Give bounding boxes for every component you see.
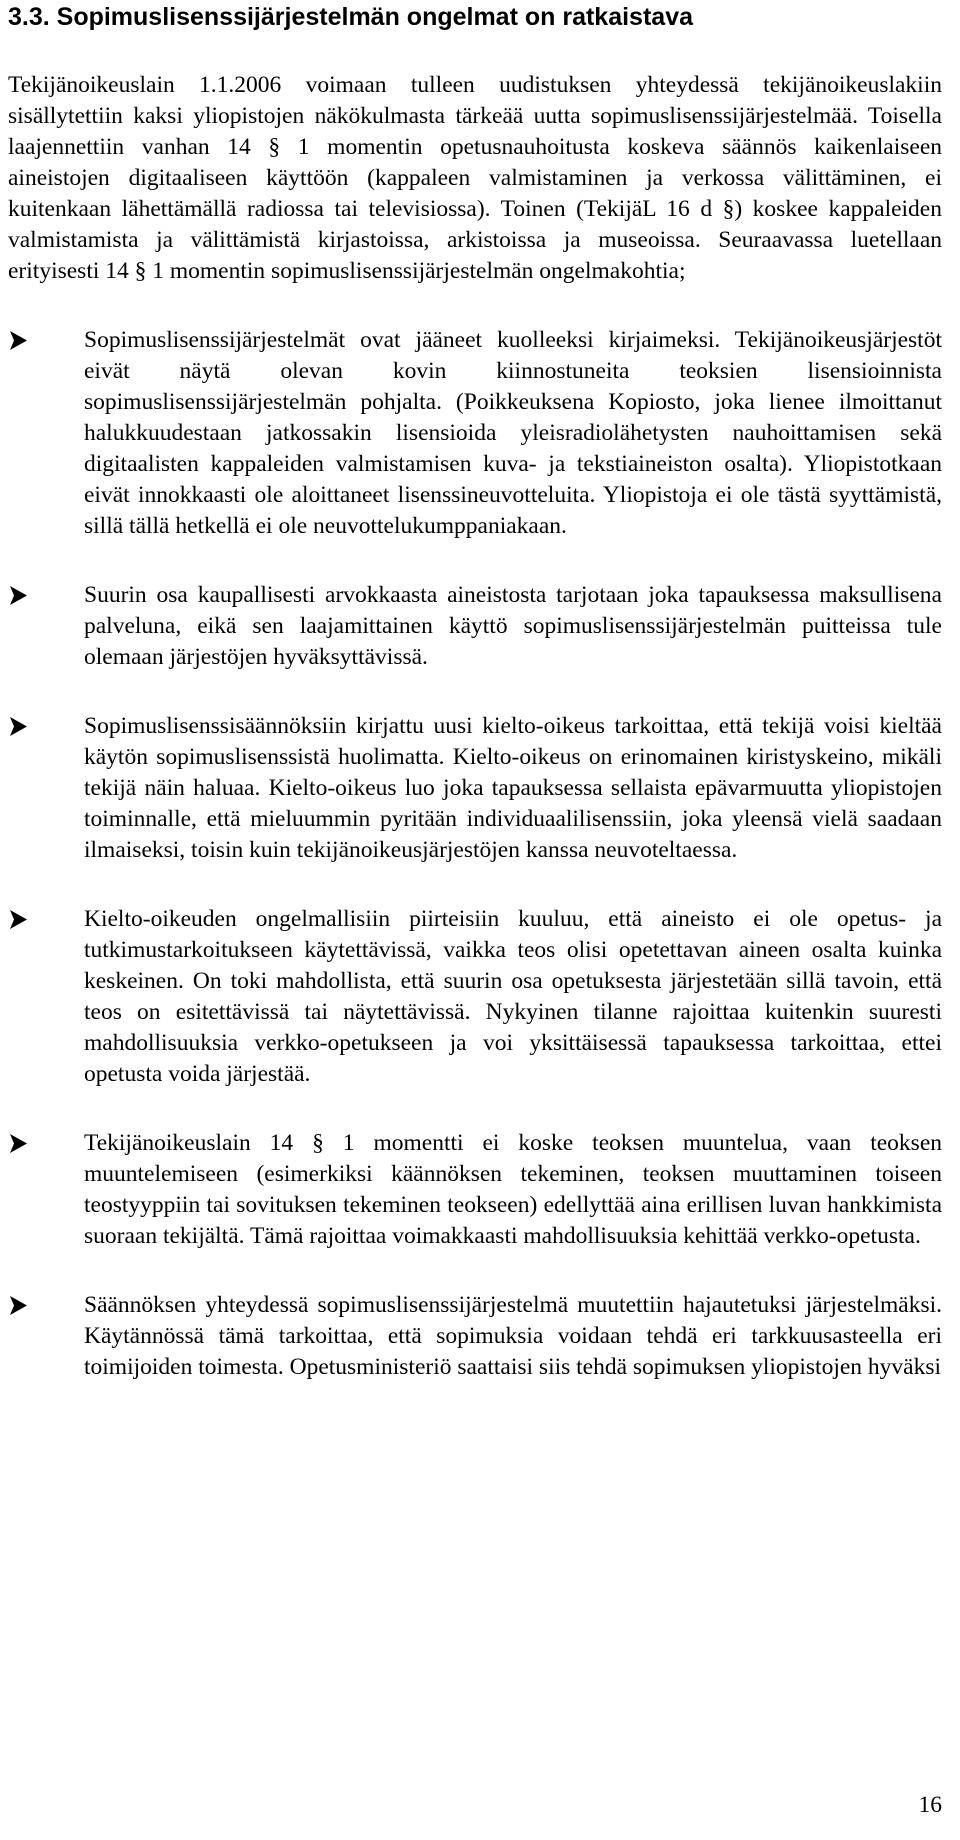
list-item <box>8 711 952 866</box>
arrowhead-bullet-icon <box>8 580 84 611</box>
section-heading: 3.3. Sopimuslisenssijärjestelmän ongelmat on ratkaistava <box>8 3 693 31</box>
arrowhead-bullet-icon <box>8 904 84 935</box>
list-item <box>8 580 952 673</box>
arrowhead-bullet-icon <box>8 1290 84 1321</box>
arrowhead-bullet-icon <box>8 325 84 356</box>
bullet-text: Tekijänoikeuslain 14 § 1 momentti ei koske teoksen muuntelua, vaan teoksen muuntelemiseen (esimerkiksi käännöksen tekeminen, teoksen muuttaminen toiseen teostyyppiin tai sovituksen tekeminen teokseen) edellyttää aina erillisen luvan hankkimista suoraan tekijältä. Tämä rajoittaa voimakkaasti mahdollisuuksia kehittää verkko-opetusta. <box>84 1130 942 1249</box>
bullet-text: Suurin osa kaupallisesti arvokkaasta aineistosta tarjotaan joka tapauksessa maksullisena palveluna, eikä sen laajamittainen käyttö sopimuslisenssijärjestelmän puitteissa tule olemaan järjestöjen hyväksyttävissä. <box>84 582 942 670</box>
arrowhead-bullet-icon <box>8 711 84 742</box>
list-item <box>8 904 952 1090</box>
bullet-text: Sopimuslisenssisäännöksiin kirjattu uusi kielto-oikeus tarkoittaa, että tekijä voisi kieltää käytön sopimuslisenssistä huolimatta. Kielto-oikeus on erinomainen kiristyskeino, mikäli tekijä näin haluaa. Kielto-oikeus luo joka tapauksessa sellaista epävarmuutta yliopistojen toiminnalle, että mieluummin pyritään individuaalilisenssiin, joka yleensä vielä saadaan ilmaiseksi, toisin kuin tekijänoikeusjärjestöjen kanssa neuvoteltaessa. <box>84 713 942 863</box>
list-item <box>8 325 952 542</box>
bullet-text: Kielto-oikeuden ongelmallisiin piirteisiin kuuluu, että aineisto ei ole opetus- ja tutkimustarkoitukseen käytettävissä, vaikka teos olisi opetettavan aineen osalta kuinka keskeinen. On toki mahdollista, että suurin osa opetuksesta järjestetään sillä tavoin, että teos on esitettävissä tai näytettävissä. Nykyinen tilanne rajoittaa kuitenkin suuresti mahdollisuuksia verkko-opetukseen ja voi yksittäisessä tapauksessa tarkoittaa, ettei opetusta voida järjestää. <box>84 906 942 1087</box>
document-page <box>8 0 952 1840</box>
arrowhead-bullet-icon <box>8 1128 84 1159</box>
bullet-text: Säännöksen yhteydessä sopimuslisenssijärjestelmä muutettiin hajautetuksi järjestelmäksi. Käytännössä tämä tarkoittaa, että sopimuksia voidaan tehdä eri tarkkuusasteella eri toimijoiden toimesta. Opetusministeriö saattaisi siis tehdä sopimuksen yliopistojen hyväksi <box>84 1292 942 1380</box>
list-item <box>8 1128 952 1252</box>
page-number: 16 <box>918 1792 942 1818</box>
list-item <box>8 1290 952 1383</box>
intro-paragraph: Tekijänoikeuslain 1.1.2006 voimaan tulleen uudistuksen yhteydessä tekijänoikeuslakiin sisällytettiin kaksi yliopistojen näkökulmasta tärkeää uutta sopimuslisenssijärjestelmää. Toisella laajennettiin vanhan 14 § 1 momentin opetusnauhoitusta koskeva säännös kaikenlaiseen aineistojen digitaaliseen käyttöön (kappaleen valmistaminen ja verkossa välittäminen, ei kuitenkaan lähettämällä radiossa tai televisiossa). Toinen (TekijäL 16 d §) koskee kappaleiden valmistamista ja välittämistä kirjastoissa, arkistoissa ja museoissa. Seuraavassa luetellaan erityisesti 14 § 1 momentin sopimuslisenssijärjestelmän ongelmakohtia; <box>8 72 942 284</box>
bullet-list <box>8 325 952 1383</box>
bullet-text: Sopimuslisenssijärjestelmät ovat jääneet kuolleeksi kirjaimeksi. Tekijänoikeusjärjestöt eivät näytä olevan kovin kiinnostuneita teoksien lisensioinnista sopimuslisenssijärjestelmän pohjalta. (Poikkeuksena Kopiosto, joka lienee ilmoittanut halukkuudestaan jatkossakin lisensioida yleisradiolähetysten nauhoittamisen sekä digitaalisten kappaleiden valmistamisen kuva- ja tekstiaineiston osalta). Yliopistotkaan eivät innokkaasti ole aloittaneet lisenssineuvotteluita. Yliopistoja ei ole tästä syyttämistä, sillä tällä hetkellä ei ole neuvottelukumppaniakaan. <box>84 327 942 539</box>
